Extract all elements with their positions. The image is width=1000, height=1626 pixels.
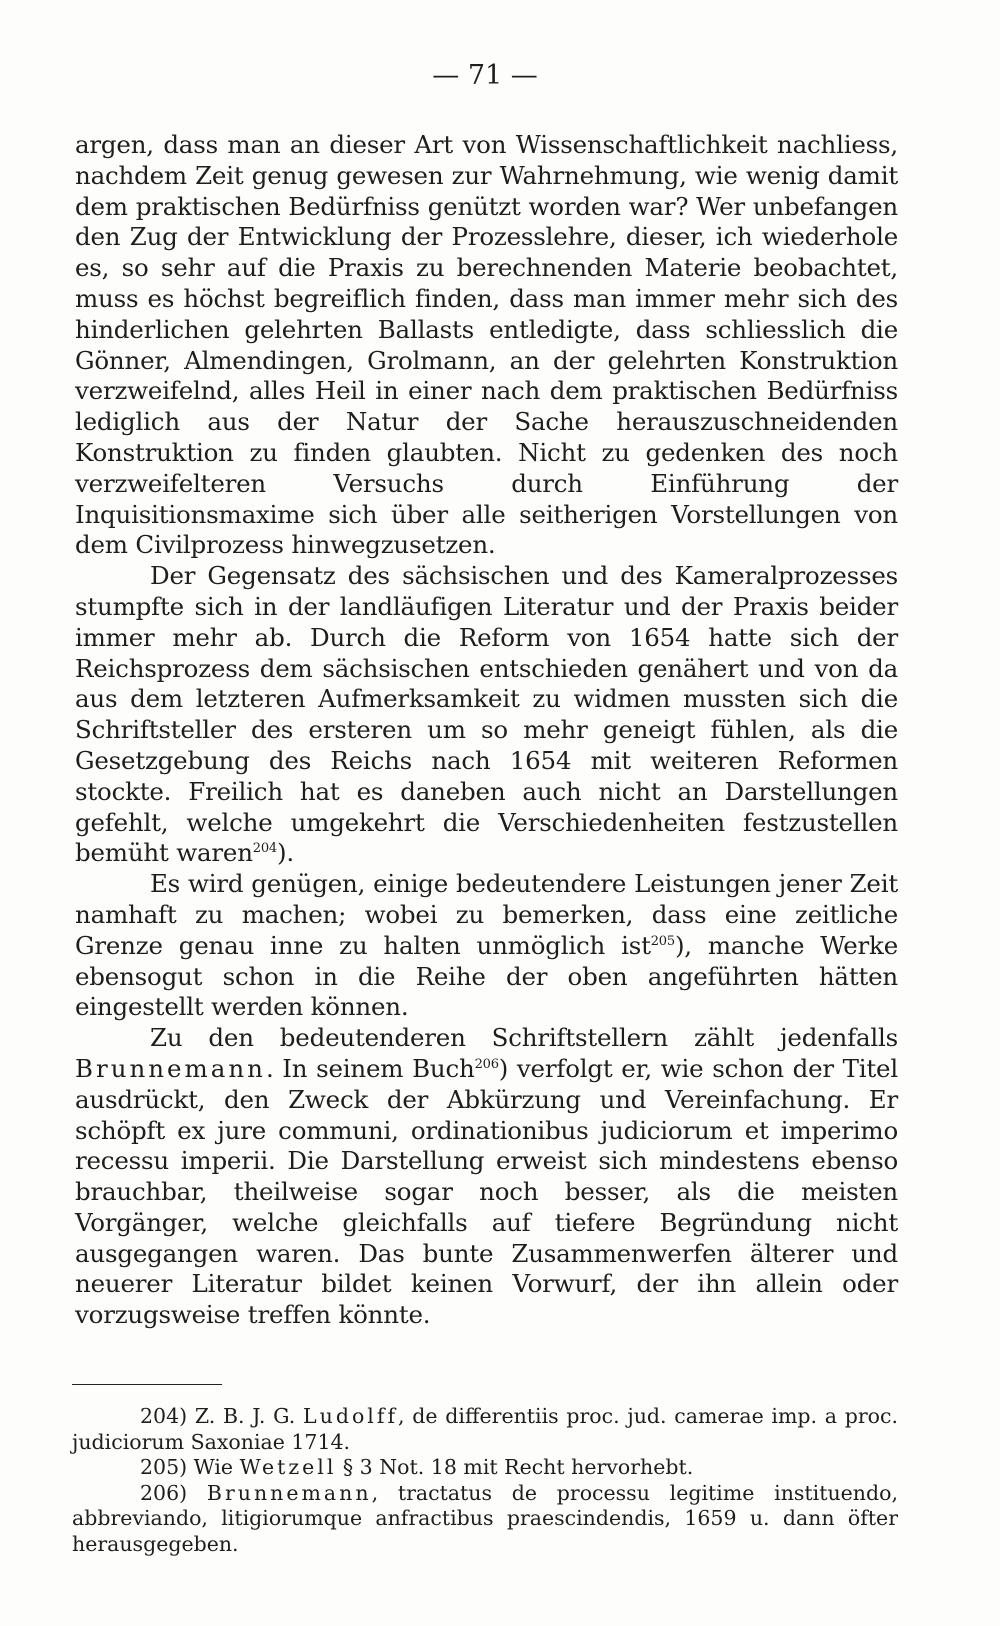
paragraph (75, 1023, 898, 1331)
text-run: ). (277, 838, 294, 868)
text-run: 204) Z. B. J. G. (140, 1404, 304, 1428)
text-run: , de differentiis proc. jud. camerae imp. a proc. judiciorum Saxoniae 1714. (72, 1404, 898, 1454)
page-number: — 71 — (432, 60, 538, 91)
text-run: ), manche Werke ebensogut schon in die Reihe der oben angeführten hätten eingestellt werden können. (75, 930, 899, 1022)
footnote (72, 1455, 898, 1481)
paragraph (75, 561, 898, 869)
author-name: Brunnemann (75, 1053, 266, 1083)
text-run: § 3 Not. 18 mit Recht hervorhebt. (336, 1455, 694, 1479)
text-run: 205) Wie (140, 1455, 240, 1479)
text-run: Es wird genügen, einige bedeutendere Leistungen jener Zeit namhaft zu machen; wobei zu bemerken, dass eine zeitliche Grenze genau inne zu halten unmöglich ist (75, 869, 898, 960)
paragraph (75, 130, 898, 561)
text-run: , tractatus de processu legitime instituendo, abbreviando, litigiorumque anfractibus praescindendis, 1659 u. dann öfter herausgegeben. (72, 1480, 898, 1556)
text-run: Zu den bedeutenderen Schriftstellern zählt jedenfalls (150, 1023, 898, 1053)
footnote-reference: 206 (474, 1056, 499, 1072)
footnote-separator (72, 1384, 222, 1385)
footnote (72, 1404, 898, 1455)
footnotes (72, 1404, 898, 1557)
author-name: Wetzell (239, 1455, 337, 1479)
paragraph (75, 869, 898, 1023)
footnote-reference: 205 (650, 933, 675, 949)
text-run: . In seinem Buch (265, 1053, 475, 1083)
text-run: Der Gegensatz des sächsischen und des Kameralprozesses stumpfte sich in der landläufigen Literatur und der Praxis beider immer mehr ab. Durch die Reform von 1654 hatte sich der Reichsprozess dem sächsischen entschieden genähert und von da aus dem letzteren Aufmerksamkeit zu widmen mussten sich die Schriftsteller des ersteren um so mehr geneigt fühlen, als die Gesetzgebung des Reichs nach 1654 mit weiteren Reformen stockte. Freilich hat es daneben auch nicht an Darstellungen gefehlt, welche umgekehrt die Verschiedenheiten festzustellen bemüht waren (75, 561, 898, 868)
text-run: ) verfolgt er, wie schon der Titel ausdrückt, den Zweck der Abkürzung und Vereinfachung. Er schöpft ex jure communi, ordinationibus judiciorum et imperimo recessu imperii. Die Darstellung erweist sich mindestens ebenso brauchbar, theilweise sogar noch besser, als die meisten Vorgänger, welche gleichfalls auf tiefere Begründung nicht ausgegangen waren. Das bunte Zusammenwerfen älterer und neuerer Literatur bildet keinen Vorwurf, der ihn allein oder vorzugsweise treffen könnte. (75, 1053, 898, 1330)
author-name: Ludolff (303, 1404, 399, 1428)
footnote-reference: 204 (252, 841, 277, 857)
text-run: 206) (140, 1480, 207, 1505)
footnote (72, 1481, 898, 1558)
body-text (75, 130, 898, 1331)
text-run: argen, dass man an dieser Art von Wissenschaftlichkeit nachliess, nachdem Zeit genug gewesen zur Wahrnehmung, wie wenig damit dem praktischen Bedürfniss genützt worden war? Wer unbefangen den Zug der Entwicklung der Prozesslehre, dieser, ich wiederhole es, so sehr auf die Praxis zu berechnenden Materie beobachtet, muss es höchst begreiflich finden, dass man immer mehr sich des hinderlichen gelehrten Ballasts entledigte, dass schliesslich die Gönner, Almendingen, Grolmann, an der gelehrten Konstruktion verzweifelnd, alles Heil in einer nach dem praktischen Bedürfniss lediglich aus der Natur der Sache herauszuschneidenden Konstruktion zu finden glaubten. Nicht zu gedenken des noch verzweifelteren Versuchs durch Einführung der Inquisitionsmaxime sich über alle seitherigen Vorstellungen von dem Civilprozess hinwegzusetzen. (75, 130, 898, 560)
author-name: Brunnemann (206, 1480, 372, 1505)
